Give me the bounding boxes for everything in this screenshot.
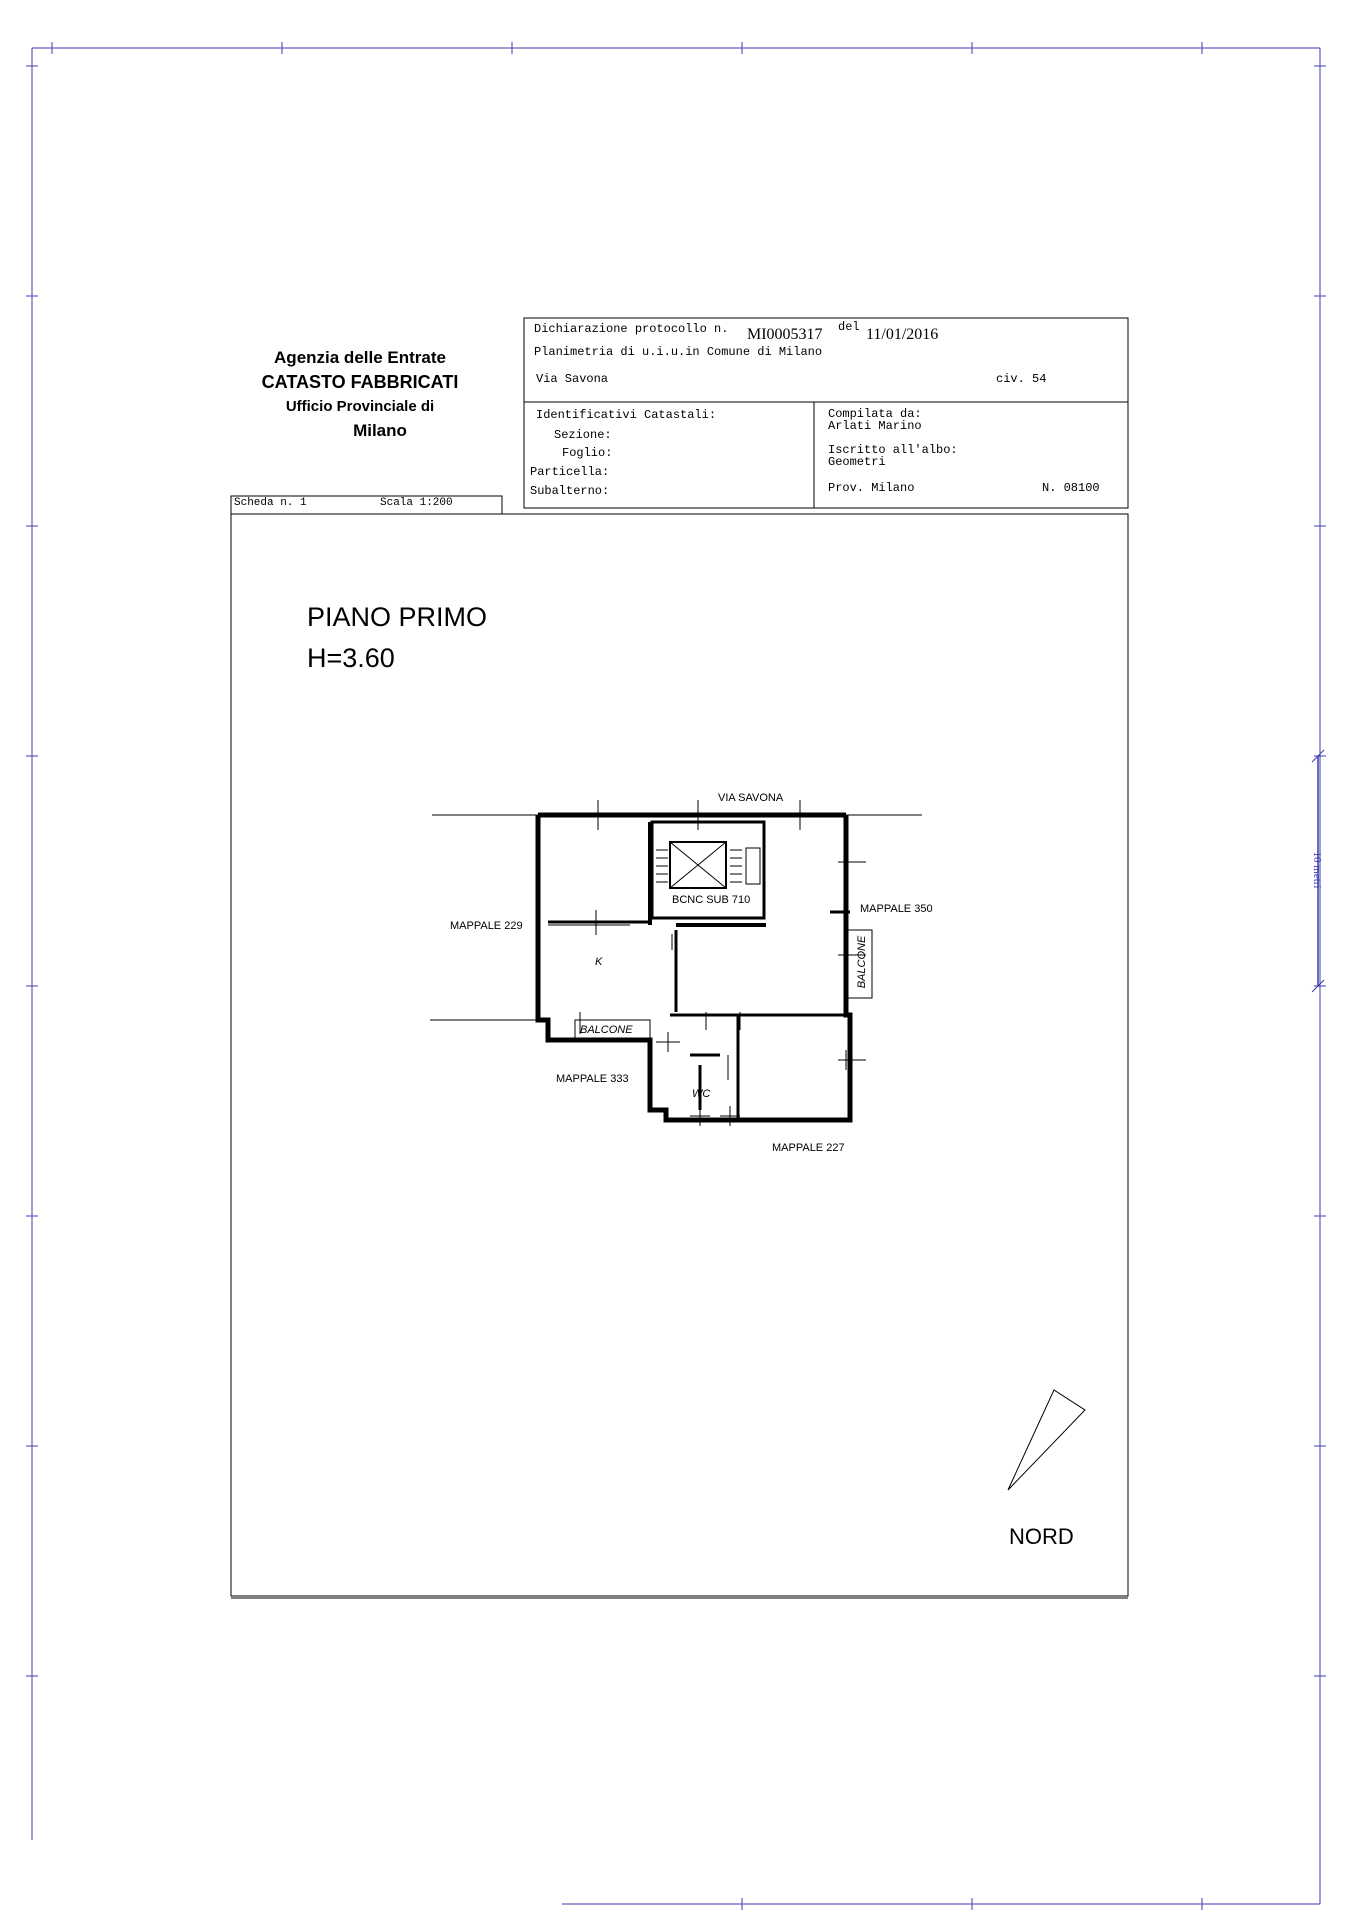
- mappale-350-label: MAPPALE 350: [860, 903, 933, 915]
- mappale-229-label: MAPPALE 229: [450, 920, 523, 932]
- scala-label: Scala 1:200: [380, 497, 453, 509]
- compiled-by-label: Compilata da:: [828, 407, 922, 421]
- balcony-south-label: BALCONE: [580, 1024, 633, 1036]
- mappale-227-label: MAPPALE 227: [772, 1142, 845, 1154]
- declaration-date: 11/01/2016: [866, 326, 939, 343]
- agency-department: CATASTO FABBRICATI: [261, 372, 459, 392]
- sezione-label: Sezione:: [554, 428, 612, 442]
- protocol-number: MI0005317: [747, 326, 823, 343]
- identifiers-title: Identificativi Catastali:: [536, 408, 717, 422]
- scale-bar-label: 10 metri: [1311, 851, 1323, 889]
- compiled-by-name: Arlati Marino: [828, 419, 922, 433]
- date-label: del: [838, 320, 860, 334]
- subalterno-label: Subalterno:: [530, 484, 610, 498]
- province: Prov. Milano: [828, 481, 915, 495]
- agency-city: Milano: [353, 421, 407, 440]
- north-label: NORD: [1009, 1524, 1074, 1549]
- kitchen-label: K: [595, 956, 603, 968]
- registration-number: N. 08100: [1042, 481, 1100, 495]
- wc-label: WC: [692, 1088, 711, 1100]
- civic-number: civ. 54: [996, 372, 1047, 386]
- scheda-label: Scheda n. 1: [234, 497, 307, 509]
- registered-value: Geometri: [828, 455, 886, 469]
- agency-office: Ufficio Provinciale di: [285, 398, 435, 415]
- agency-name: Agenzia delle Entrate: [274, 348, 446, 367]
- mappale-333-label: MAPPALE 333: [556, 1073, 629, 1085]
- floor-title: PIANO PRIMO: [307, 602, 488, 632]
- foglio-label: Foglio:: [562, 446, 613, 460]
- balcony-east-label: BALCONE: [856, 935, 868, 989]
- plan-description: Planimetria di u.i.u.in Comune di Milano: [534, 345, 823, 359]
- stair-label: BCNC SUB 710: [672, 894, 751, 906]
- particella-label: Particella:: [530, 465, 610, 479]
- street-label: VIA SAVONA: [718, 792, 784, 804]
- street-address: Via Savona: [536, 372, 609, 386]
- protocol-label: Dichiarazione protocollo n.: [534, 322, 729, 336]
- registered-label: Iscritto all'albo:: [828, 443, 958, 457]
- floor-height: H=3.60: [307, 643, 395, 673]
